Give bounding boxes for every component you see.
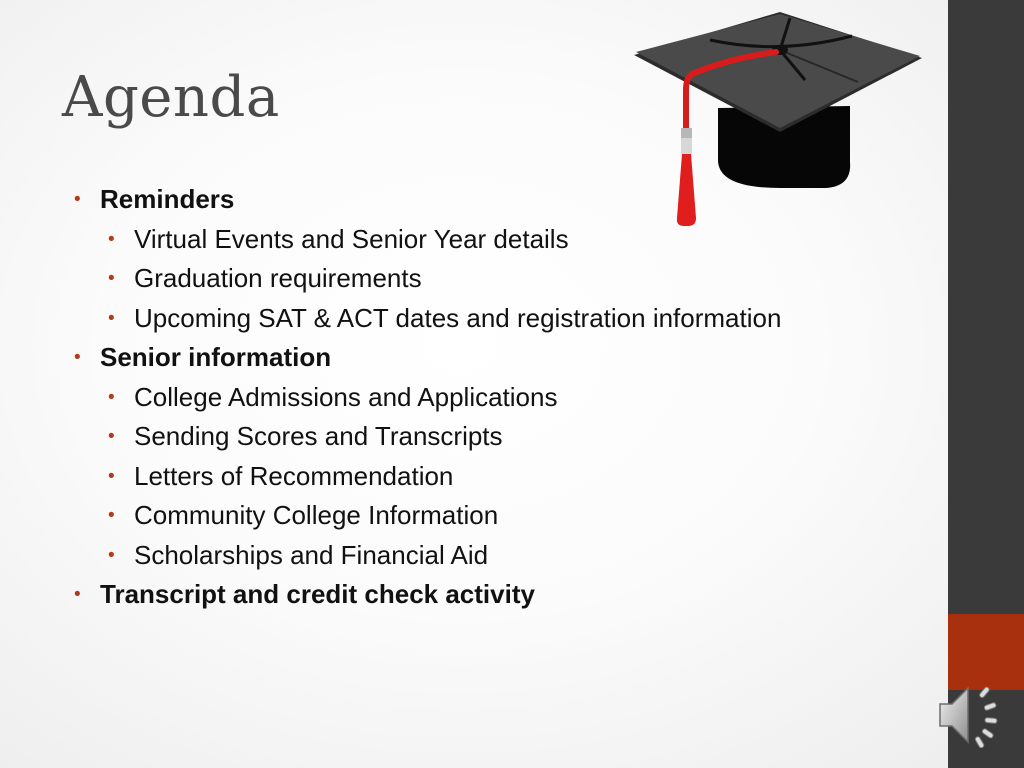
agenda-subitem bbox=[72, 259, 892, 299]
agenda-subitem bbox=[72, 220, 892, 260]
agenda-item bbox=[72, 180, 892, 220]
sidebar-accent-block bbox=[948, 614, 1024, 690]
agenda-item-text: Community College Information bbox=[134, 500, 499, 530]
agenda-item-text: Scholarships and Financial Aid bbox=[134, 539, 489, 570]
agenda-subitem bbox=[72, 378, 892, 418]
agenda-item-text: College Admissions and Applications bbox=[134, 381, 558, 412]
bullet-icon: • bbox=[108, 307, 115, 329]
agenda-item-text: Letters of Recommendation bbox=[134, 460, 454, 491]
agenda-item-text: Virtual Events and Senior Year details bbox=[134, 223, 569, 254]
speaker-icon[interactable] bbox=[934, 680, 1006, 750]
agenda-item-text: Upcoming SAT & ACT dates and registration information bbox=[134, 302, 782, 333]
agenda-item-text: Sending Scores and Transcripts bbox=[134, 421, 503, 451]
agenda-subitem bbox=[72, 496, 892, 536]
agenda-subitem bbox=[72, 299, 892, 339]
bullet-icon: • bbox=[108, 465, 115, 487]
agenda-item-text: Graduation requirements bbox=[134, 263, 422, 293]
agenda-subitem bbox=[72, 536, 892, 576]
agenda-list bbox=[72, 180, 892, 615]
bullet-icon: • bbox=[74, 189, 81, 210]
bullet-icon: • bbox=[108, 268, 115, 289]
bullet-icon: • bbox=[74, 584, 81, 605]
agenda-item-text: Senior information bbox=[100, 342, 332, 372]
agenda-subitem bbox=[72, 457, 892, 497]
agenda-item-text: Reminders bbox=[100, 184, 235, 214]
agenda-item bbox=[72, 338, 892, 378]
bullet-icon: • bbox=[108, 228, 115, 250]
bullet-icon: • bbox=[108, 505, 115, 526]
agenda-item bbox=[72, 575, 892, 615]
agenda-item-text: Transcript and credit check activity bbox=[100, 579, 535, 609]
bullet-icon: • bbox=[108, 386, 115, 408]
bullet-icon: • bbox=[108, 544, 115, 566]
bullet-icon: • bbox=[108, 426, 115, 447]
agenda-subitem bbox=[72, 417, 892, 457]
slide-title: Agenda bbox=[62, 65, 280, 130]
bullet-icon: • bbox=[74, 347, 81, 368]
